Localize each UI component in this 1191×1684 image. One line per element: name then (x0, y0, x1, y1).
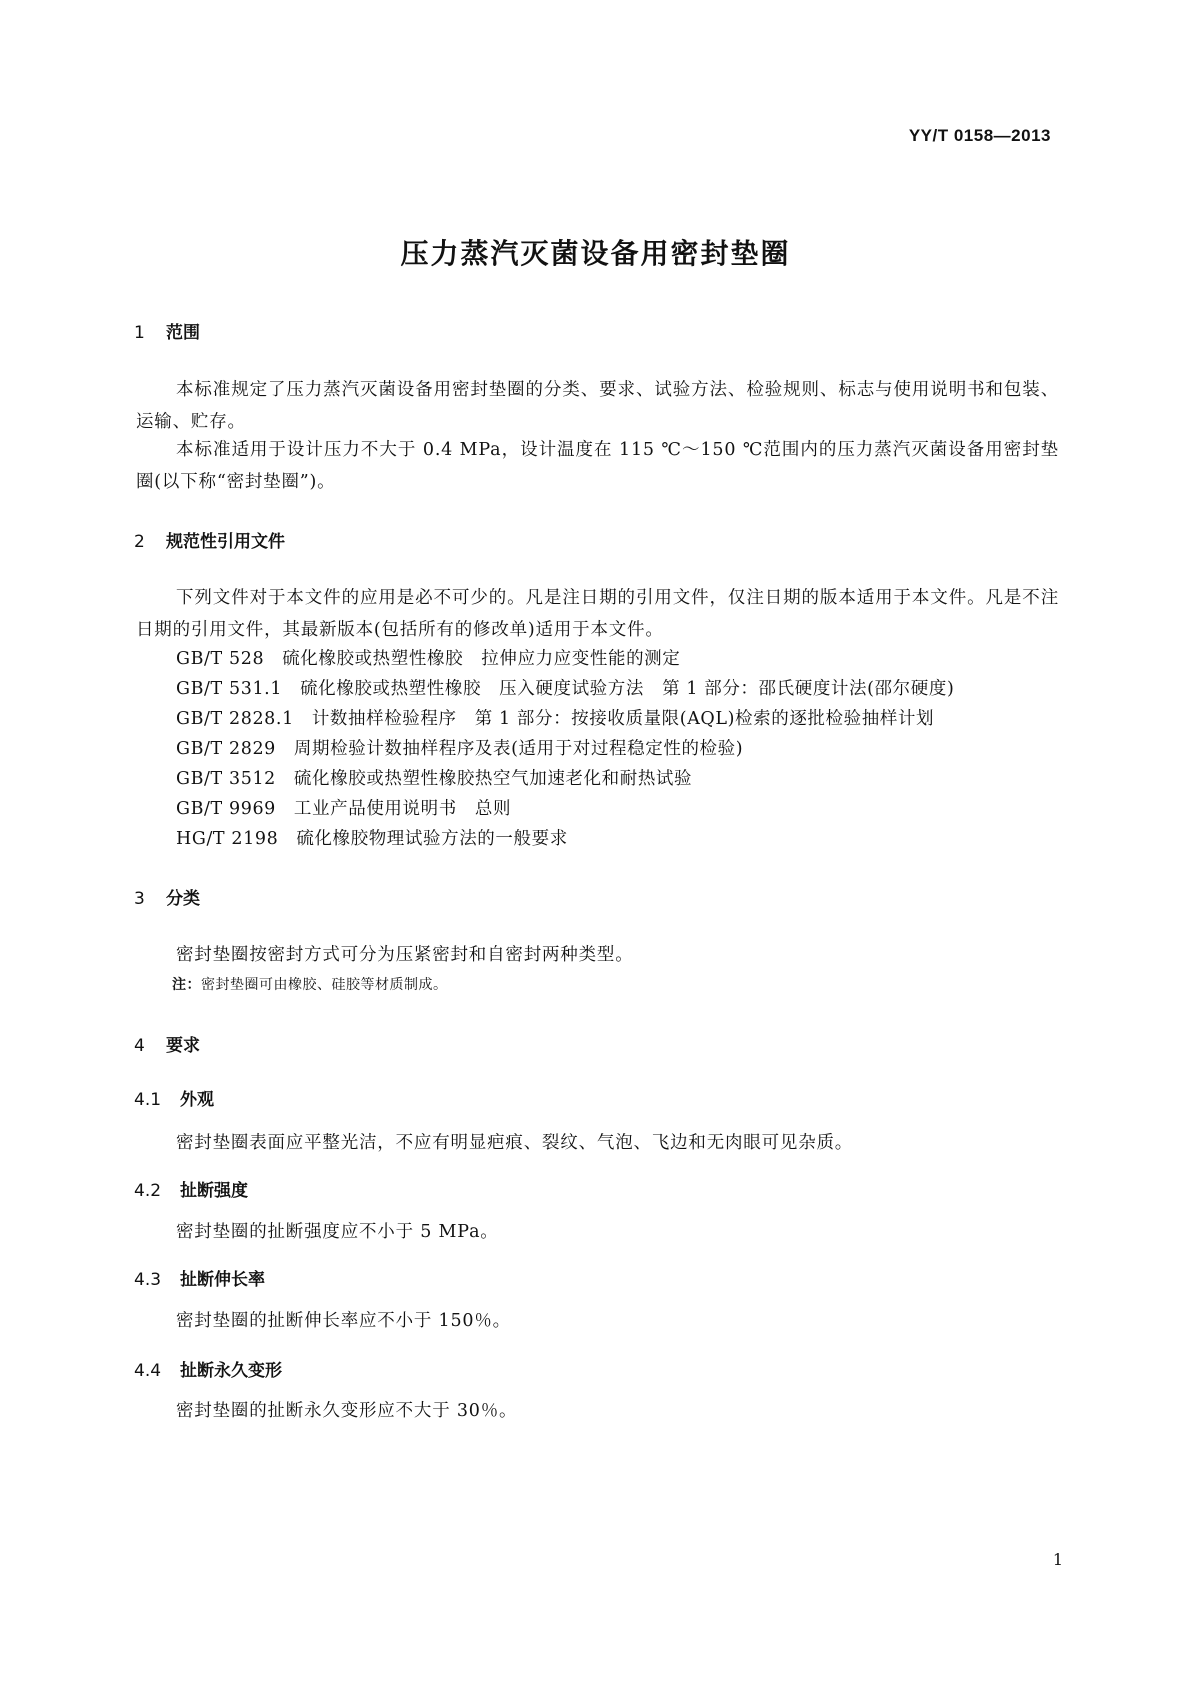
reference-title: 工业产品使用说明书 总则 (293, 799, 512, 819)
reference-title: 计数抽样检验程序 第 1 部分：按接收质量限(AQL)检索的逐批检验抽样计划 (311, 709, 935, 729)
reference-code: GB/T 3512 (176, 769, 276, 789)
classification-text: 密封垫圈按密封方式可分为压紧密封和自密封两种类型。 (176, 945, 634, 965)
note (172, 974, 448, 994)
scope-paragraph-2: 本标准适用于设计压力不大于 0.4 MPa，设计温度在 115 ℃～150 ℃范围内的压力蒸汽灭菌设备用密封垫圈(以下称“密封垫圈”)。 (136, 440, 1059, 492)
reference-code: GB/T 531.1 (176, 679, 283, 699)
reference-code: GB/T 2828.1 (176, 709, 294, 729)
page-number: 1 (1052, 1550, 1063, 1569)
reference-code: GB/T 9969 (176, 799, 276, 819)
standard-code: YY/T 0158—2013 (908, 126, 1051, 145)
section-number: 4 (134, 1036, 145, 1056)
subsection-title: 外观 (180, 1090, 214, 1110)
appearance-text: 密封垫圈表面应平整光洁，不应有明显疤痕、裂纹、气泡、飞边和无肉眼可见杂质。 (176, 1133, 854, 1153)
section-number: 2 (134, 532, 145, 552)
elongation-text: 密封垫圈的扯断伸长率应不小于 150％。 (176, 1311, 511, 1331)
reference-item (176, 735, 743, 760)
reference-item (176, 645, 680, 670)
subsection-number: 4.2 (134, 1181, 162, 1201)
reference-item (176, 825, 568, 850)
references-intro: 下列文件对于本文件的应用是必不可少的。凡是注日期的引用文件，仅注日期的版本适用于本文件。凡是不注日期的引用文件，其最新版本(包括所有的修改单)适用于本文件。 (136, 588, 1059, 640)
subsection-title: 扯断伸长率 (180, 1270, 265, 1290)
reference-code: GB/T 528 (176, 649, 265, 669)
subsection-title: 扯断强度 (180, 1181, 248, 1201)
section-number: 1 (134, 323, 145, 343)
reference-title: 硫化橡胶或热塑性橡胶 拉伸应力应变性能的测定 (282, 649, 681, 669)
permanent-set-text: 密封垫圈的扯断永久变形应不大于 30％。 (176, 1401, 518, 1421)
tensile-strength-text: 密封垫圈的扯断强度应不小于 5 MPa。 (176, 1222, 499, 1242)
section-4-heading (134, 1031, 200, 1056)
subsection-4-1-heading (134, 1085, 214, 1110)
scope-paragraph-1: 本标准规定了压力蒸汽灭菌设备用密封垫圈的分类、要求、试验方法、检验规则、标志与使用说明书和包装、运输、贮存。 (136, 380, 1059, 432)
section-title: 规范性引用文件 (166, 532, 285, 552)
section-number: 3 (134, 889, 145, 909)
reference-item (176, 705, 934, 730)
section-2-heading (134, 527, 285, 552)
section-title: 分类 (166, 889, 200, 909)
document-title: 压力蒸汽灭菌设备用密封垫圈 (400, 237, 791, 270)
subsection-4-2-heading (134, 1176, 248, 1201)
reference-item (176, 795, 511, 820)
subsection-number: 4.4 (134, 1361, 162, 1381)
section-3-heading (134, 884, 200, 909)
reference-item (176, 675, 954, 700)
reference-code: GB/T 2829 (176, 739, 276, 759)
subsection-title: 扯断永久变形 (180, 1361, 282, 1381)
subsection-number: 4.3 (134, 1270, 162, 1290)
note-text: 密封垫圈可由橡胶、硅胶等材质制成。 (201, 977, 448, 993)
reference-title: 硫化橡胶物理试验方法的一般要求 (296, 829, 568, 849)
section-1-heading (134, 318, 200, 343)
section-title: 范围 (166, 323, 200, 343)
reference-item (176, 765, 692, 790)
subsection-4-4-heading (134, 1356, 282, 1381)
reference-title: 硫化橡胶或热塑性橡胶热空气加速老化和耐热试验 (293, 769, 693, 789)
note-label: 注： (172, 977, 201, 993)
section-title: 要求 (166, 1036, 200, 1056)
subsection-number: 4.1 (134, 1090, 162, 1110)
subsection-4-3-heading (134, 1265, 265, 1290)
reference-code: HG/T 2198 (176, 829, 279, 849)
reference-title: 硫化橡胶或热塑性橡胶 压入硬度试验方法 第 1 部分：邵氏硬度计法(邵尔硬度) (300, 679, 955, 699)
reference-title: 周期检验计数抽样程序及表(适用于对过程稳定性的检验) (293, 739, 744, 759)
